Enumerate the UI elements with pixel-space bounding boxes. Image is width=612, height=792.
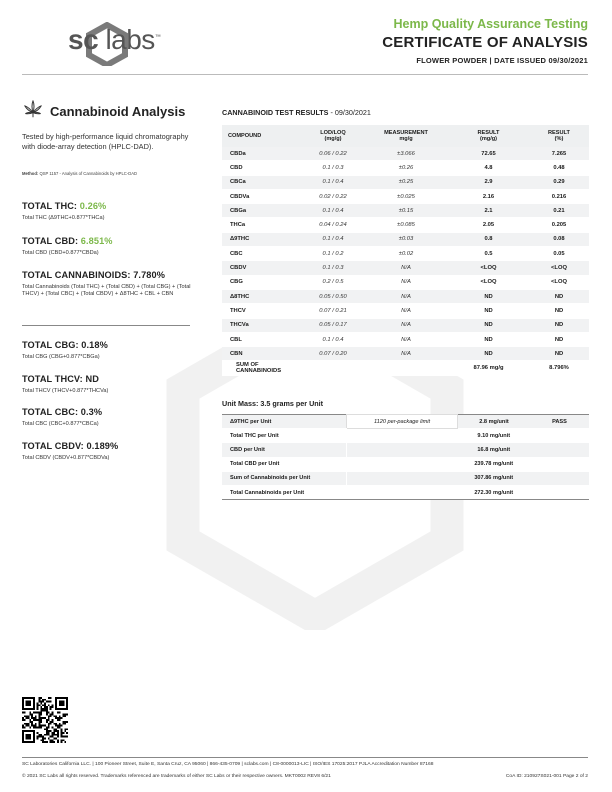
unit-table-row	[222, 415, 589, 429]
column-header	[448, 125, 529, 147]
compound-cell: CBCa	[222, 175, 302, 189]
result-mg-cell: 72.65	[448, 147, 529, 161]
logo-tm: ™	[154, 34, 161, 41]
total-cbg-formula: Total CBG (CBG+0.877*CBGa)	[22, 354, 100, 360]
unit-label-cell: Total THC per Unit	[222, 429, 347, 443]
compound-cell: THCV	[222, 304, 302, 318]
measurement-cell: ±0.26	[364, 161, 448, 175]
compound-cell: CBD	[222, 161, 302, 175]
lod-loq-cell: 0.1 / 0.2	[302, 247, 364, 261]
total-cbd-label: TOTAL CBD:	[22, 236, 81, 246]
left-divider	[22, 325, 190, 326]
result-mg-cell: 0.5	[448, 247, 529, 261]
total-cbdv-heading: TOTAL CBDV: 0.189%	[22, 441, 119, 451]
unit-status-cell: PASS	[530, 415, 589, 429]
measurement-cell: N/A	[364, 318, 448, 332]
result-percent-cell: 0.21	[529, 204, 589, 218]
result-mg-cell: 2.1	[448, 204, 529, 218]
unit-value-cell: 9.10 mg/unit	[458, 429, 531, 443]
result-mg-cell: ND	[448, 347, 529, 361]
cannabis-leaf-icon	[22, 98, 44, 120]
unit-status-cell	[530, 471, 589, 485]
sum-empty-cell	[364, 361, 448, 376]
measurement-cell: ±0.025	[364, 189, 448, 203]
result-mg-cell: 2.16	[448, 189, 529, 203]
unit-status-cell	[530, 429, 589, 443]
logo-text-light: labs	[105, 24, 155, 55]
unit-label-cell: Total Cannabinoids per Unit	[222, 485, 347, 499]
measurement-cell: N/A	[364, 304, 448, 318]
unit-mass-title: Unit Mass: 3.5 grams per Unit	[222, 399, 324, 408]
result-mg-cell: ND	[448, 304, 529, 318]
result-percent-cell: ND	[529, 289, 589, 303]
sum-mg-cell: 87.96 mg/g	[448, 361, 529, 376]
unit-table-row	[222, 471, 589, 485]
total-cbd-formula: Total CBD (CBD+0.877*CBDa)	[22, 250, 99, 256]
lod-loq-cell: 0.05 / 0.50	[302, 289, 364, 303]
total-cbd-value: 6.851%	[80, 236, 113, 246]
total-thc-value: 0.26%	[79, 201, 107, 211]
total-thc-heading	[22, 201, 106, 211]
table-row	[222, 147, 589, 161]
unit-table-row	[222, 429, 589, 443]
unit-table-row	[222, 485, 589, 499]
result-mg-cell: 2.9	[448, 175, 529, 189]
results-title-text: CANNABINOID TEST RESULTS	[222, 108, 329, 117]
total-thcv-heading: TOTAL THCV: ND	[22, 374, 99, 384]
sum-row	[222, 361, 589, 376]
measurement-cell: ±0.085	[364, 218, 448, 232]
logo-text-bold: sc	[68, 24, 99, 55]
unit-label-cell: CBD per Unit	[222, 443, 347, 457]
compound-cell: CBDV	[222, 261, 302, 275]
table-row	[222, 304, 589, 318]
total-cbd-heading	[22, 236, 113, 246]
compound-cell: THCVa	[222, 318, 302, 332]
compound-cell: CBC	[222, 247, 302, 261]
column-header-line2: mg/g	[399, 136, 413, 142]
unit-label-cell: Total CBD per Unit	[222, 457, 347, 471]
unit-status-cell	[530, 443, 589, 457]
sum-percent-cell: 8.796%	[529, 361, 589, 376]
unit-limit-cell	[347, 457, 458, 471]
total-thcv-formula: Total THCV (THCV+0.877*THCVa)	[22, 388, 109, 394]
qr-code-icon[interactable]	[22, 697, 68, 743]
compound-cell: CBG	[222, 275, 302, 289]
results-date: - 09/30/2021	[328, 108, 371, 117]
table-row	[222, 289, 589, 303]
result-percent-cell: ND	[529, 318, 589, 332]
unit-table-bottom-rule	[222, 499, 589, 500]
unit-status-cell	[530, 485, 589, 499]
measurement-cell: ±0.02	[364, 247, 448, 261]
lod-loq-cell: 0.1 / 0.3	[302, 161, 364, 175]
measurement-cell: N/A	[364, 347, 448, 361]
unit-mass-table	[222, 414, 589, 500]
total-cbg-heading: TOTAL CBG: 0.18%	[22, 340, 108, 350]
result-percent-cell: 0.205	[529, 218, 589, 232]
lod-loq-cell: 0.1 / 0.4	[302, 232, 364, 246]
result-percent-cell: 0.05	[529, 247, 589, 261]
result-mg-cell: ND	[448, 318, 529, 332]
measurement-cell: ±0.15	[364, 204, 448, 218]
total-thc-formula: Total THC (Δ9THC+0.877*THCa)	[22, 215, 105, 221]
measurement-cell: N/A	[364, 332, 448, 346]
result-percent-cell: 7.265	[529, 147, 589, 161]
table-row	[222, 189, 589, 203]
sum-label-cell: SUM OF CANNABINOIDS	[222, 361, 302, 376]
total-cannabinoids-heading: TOTAL CANNABINOIDS: 7.780%	[22, 270, 165, 280]
compound-cell: CBGa	[222, 204, 302, 218]
result-percent-cell: ND	[529, 347, 589, 361]
column-header	[222, 125, 302, 147]
header-subtitle: Hemp Quality Assurance Testing	[393, 17, 588, 31]
section-title: Cannabinoid Analysis	[50, 104, 186, 119]
column-header	[529, 125, 589, 147]
cannabinoid-results-table	[222, 125, 589, 376]
result-mg-cell: 2.05	[448, 218, 529, 232]
sum-empty-cell	[302, 361, 364, 376]
total-cbc-formula: Total CBC (CBC+0.877*CBCa)	[22, 421, 99, 427]
column-header-line1: RESULT	[548, 130, 570, 136]
measurement-cell: N/A	[364, 261, 448, 275]
column-header-line2: (%)	[554, 136, 564, 142]
result-mg-cell: <LOQ	[448, 261, 529, 275]
unit-value-cell: 272.30 mg/unit	[458, 485, 531, 499]
footer-address: SC Laboratories California LLC. | 100 Pioneer Street, Suite E, Santa Cruz, CA 95060 | 866-435-0709 | sclabs.com | C8-0000013-LIC | ISO/IES 17025:2017 PJLA Accreditation Number 87168	[22, 762, 434, 767]
table-row	[222, 161, 589, 175]
column-header-line2: (mg/g)	[479, 136, 498, 142]
unit-label-cell: Sum of Cannabinoids per Unit	[222, 471, 347, 485]
page-title: CERTIFICATE OF ANALYSIS	[382, 34, 588, 51]
unit-limit-cell	[347, 429, 458, 443]
total-thc-label: TOTAL THC:	[22, 201, 80, 211]
measurement-cell: ±0.03	[364, 232, 448, 246]
result-mg-cell: ND	[448, 332, 529, 346]
compound-cell: CBDVa	[222, 189, 302, 203]
result-percent-cell: <LOQ	[529, 261, 589, 275]
measurement-cell: N/A	[364, 275, 448, 289]
measurement-cell: ±0.25	[364, 175, 448, 189]
lod-loq-cell: 0.07 / 0.20	[302, 347, 364, 361]
unit-table-row	[222, 457, 589, 471]
result-mg-cell: 4.8	[448, 161, 529, 175]
result-percent-cell: 0.08	[529, 232, 589, 246]
unit-limit-cell	[347, 485, 458, 499]
result-percent-cell: ND	[529, 304, 589, 318]
column-header-line1: COMPOUND	[228, 133, 262, 139]
total-cbdv-formula: Total CBDV (CBDV+0.877*CBDVa)	[22, 455, 110, 461]
measurement-cell: N/A	[364, 289, 448, 303]
result-percent-cell: 0.48	[529, 161, 589, 175]
column-header-line1: RESULT	[477, 130, 500, 136]
table-row	[222, 247, 589, 261]
logo-wordmark	[68, 24, 160, 56]
compound-cell: THCa	[222, 218, 302, 232]
table-row	[222, 332, 589, 346]
result-percent-cell: 0.216	[529, 189, 589, 203]
lod-loq-cell: 0.02 / 0.22	[302, 189, 364, 203]
result-mg-cell: ND	[448, 289, 529, 303]
table-row	[222, 175, 589, 189]
column-header	[364, 125, 448, 147]
unit-value-cell: 239.78 mg/unit	[458, 457, 531, 471]
table-row	[222, 275, 589, 289]
result-mg-cell: <LOQ	[448, 275, 529, 289]
footer-divider	[22, 757, 588, 758]
measurement-cell: ±3.066	[364, 147, 448, 161]
unit-value-cell: 16.8 mg/unit	[458, 443, 531, 457]
lod-loq-cell: 0.04 / 0.24	[302, 218, 364, 232]
lod-loq-cell: 0.07 / 0.21	[302, 304, 364, 318]
unit-limit-cell	[347, 471, 458, 485]
lod-loq-cell: 0.1 / 0.4	[302, 332, 364, 346]
compound-cell: Δ8THC	[222, 289, 302, 303]
method-text: QSP 1157 - Analysis of Cannabinoids by HPLC-DAD	[39, 171, 138, 176]
method-label: Method:	[22, 171, 39, 176]
lod-loq-cell: 0.05 / 0.17	[302, 318, 364, 332]
lod-loq-cell: 0.1 / 0.4	[302, 204, 364, 218]
unit-status-cell	[530, 457, 589, 471]
total-cannabinoids-formula: Total Cannabinoids (Total THC) + (Total CBD) + (Total CBG) + (Total THCV) + (Total CBC) + (Total CBDV) + Δ8THC + CBL + CBN	[22, 284, 191, 298]
unit-value-cell: 2.8 mg/unit	[458, 415, 531, 429]
total-cbc-heading: TOTAL CBC: 0.3%	[22, 407, 103, 417]
method-description: Tested by high-performance liquid chromatography with diode-array detection (HPLC-DAD).	[22, 132, 189, 151]
lod-loq-cell: 0.1 / 0.4	[302, 175, 364, 189]
unit-value-cell: 307.86 mg/unit	[458, 471, 531, 485]
table-header-row	[222, 125, 589, 147]
compound-cell: CBDa	[222, 147, 302, 161]
compound-cell: CBL	[222, 332, 302, 346]
column-header-line2: (mg/g)	[324, 136, 342, 142]
column-header	[302, 125, 364, 147]
header-divider	[22, 74, 588, 75]
lod-loq-cell: 0.2 / 0.5	[302, 275, 364, 289]
lod-loq-cell: 0.06 / 0.22	[302, 147, 364, 161]
table-row	[222, 232, 589, 246]
unit-limit-cell: 1120 per-package limit	[347, 415, 458, 429]
table-row	[222, 261, 589, 275]
result-percent-cell: 0.29	[529, 175, 589, 189]
compound-cell: Δ9THC	[222, 232, 302, 246]
lod-loq-cell: 0.1 / 0.3	[302, 261, 364, 275]
header-meta: FLOWER POWDER | DATE ISSUED 09/30/2021	[416, 56, 588, 65]
table-row	[222, 218, 589, 232]
footer-coa-id: CoA ID: 210927S021-001 Page 2 of 2	[505, 774, 588, 779]
compound-cell: CBN	[222, 347, 302, 361]
result-percent-cell: <LOQ	[529, 275, 589, 289]
result-mg-cell: 0.8	[448, 232, 529, 246]
footer-copyright: © 2021 SC Labs all rights reserved. Trademarks referenced are trademarks of either SC Labs or their respective owners. MKT0002 REV8 6/21	[22, 774, 331, 779]
unit-table-row	[222, 443, 589, 457]
method-line	[22, 171, 137, 176]
table-row	[222, 318, 589, 332]
results-title	[222, 108, 371, 117]
result-percent-cell: ND	[529, 332, 589, 346]
column-header-line1: LOD/LOQ	[320, 130, 346, 136]
unit-limit-cell	[347, 443, 458, 457]
column-header-line1: MEASUREMENT	[384, 130, 428, 136]
table-row	[222, 204, 589, 218]
table-row	[222, 347, 589, 361]
unit-label-cell: Δ9THC per Unit	[222, 415, 347, 429]
